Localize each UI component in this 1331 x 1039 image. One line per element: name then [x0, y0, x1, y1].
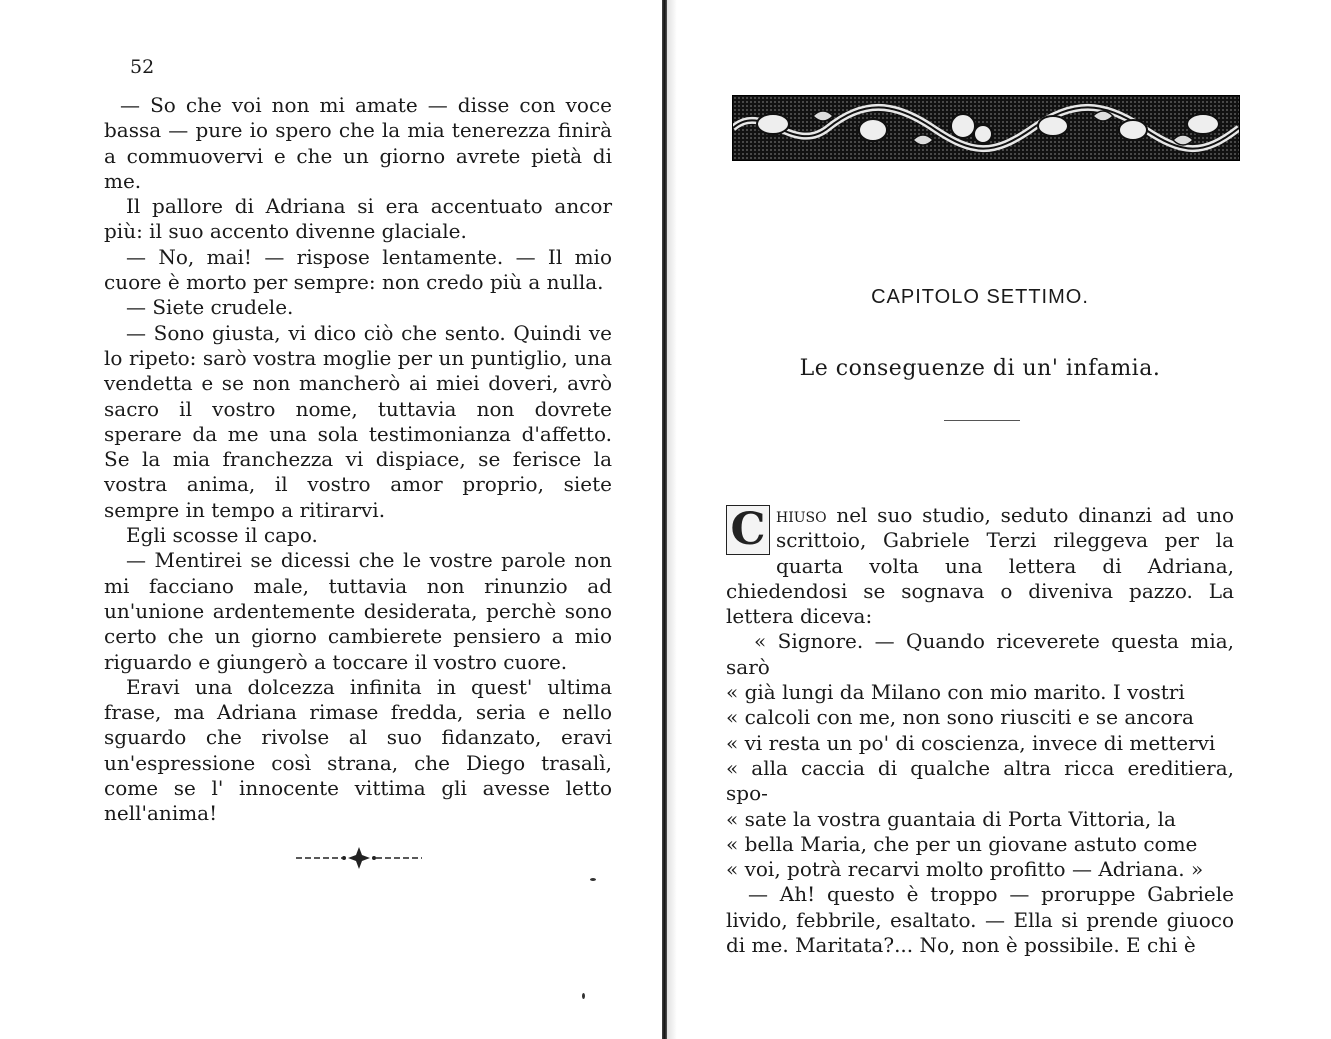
paragraph: Il pallore di Adriana si era accentuato ancor più: il suo accento divenne glaciale.	[104, 194, 612, 244]
paragraph: — No, mai! — rispose lentamente. — Il mio cuore è morto per sempre: non credo più a nulla.	[104, 244, 612, 295]
opening-paragraph	[726, 503, 1234, 629]
right-page-text	[726, 503, 1234, 958]
letter-line: « vi resta un po' di coscienza, invece di mettervi	[726, 730, 1216, 755]
paragraph: — Siete crudele.	[126, 295, 294, 320]
page-number: 52	[130, 56, 155, 78]
letter-line: « voi, potrà recarvi molto profitto — Adriana. »	[726, 857, 1204, 882]
chapter-header-ornament	[732, 95, 1240, 161]
letter-line: « Signore. — Quando riceverete questa mia, sarò	[726, 629, 1234, 679]
right-page	[726, 0, 1234, 1039]
letter-line: « bella Maria, che per un giovane astuto come	[726, 831, 1198, 856]
paragraph: — So che voi non mi amate — disse con voce bassa — pure io spero che la mia tenerezza finirà a commuovervi e che un giorno avrete pietà di me.	[104, 93, 612, 193]
left-page	[104, 0, 612, 1039]
spine-shadow	[667, 0, 677, 1039]
paragraph: — Ah! questo è troppo — proruppe Gabriele livido, febbrile, esaltato. — Ella si prende giuoco di me. Maritata?... No, non è possibile. E chi è	[726, 882, 1234, 958]
left-page-text	[104, 93, 612, 827]
paragraph: Eravi una dolcezza infinita in quest' ultima frase, ma Adriana rimase fredda, seria e nello sguardo che rivolse al suo fidanzato, eravi un'espressione così strana, che Diego trasalì, come se l' innocente vittima gli avesse letto nell'anima!	[104, 674, 612, 826]
print-speck	[590, 878, 596, 881]
opening-text: nel suo studio, seduto dinanzi ad uno scrittoio, Gabriele Terzi rileggeva per la quarta volta una lettera di Adriana, chiedendosi se sognava o diveniva pazzo. La lettera diceva:	[726, 503, 1234, 629]
chapter-subtitle: Le conseguenze di un' infamia.	[799, 356, 1161, 381]
print-speck	[582, 993, 585, 999]
chapter-title: CAPITOLO SETTIMO.	[871, 286, 1089, 308]
paragraph: — Mentirei se dicessi che le vostre parole non mi facciano male, tuttavia non rinunzio ad un'unione ardentemente desiderata, perchè sono certo che un giorno cambierete pensiero a mio riguardo e giungerò a toccare il vostro cuore.	[104, 548, 612, 674]
letter-line: « sate la vostra guantaia di Porta Vittoria, la	[726, 806, 1176, 831]
letter-line: « calcoli con me, non sono riusciti e se ancora	[726, 705, 1194, 730]
opening-smallcaps: hiuso	[776, 503, 827, 527]
paragraph: Egli scosse il capo.	[126, 523, 318, 548]
letter-line: « già lungi da Milano con mio marito. I vostri	[726, 680, 1185, 705]
paragraph: — Sono giusta, vi dico ciò che sento. Quindi ve lo ripeto: sarò vostra moglie per un puntiglio, una vendetta e se non mancherò ai miei doveri, avrò sacro il vostro nome, tuttavia non dovrete sperare da me una sola testimonianza d'affetto. Se la mia franchezza vi dispiace, se ferisce la vostra anima, il vostro amor proprio, siete sempre in tempo a ritirarvi.	[104, 320, 612, 522]
letter-line: « alla caccia di qualche altra ricca ereditiera, spo-	[726, 755, 1234, 806]
section-end-ornament	[294, 843, 424, 873]
title-rule	[944, 420, 1020, 421]
drop-cap: C	[726, 505, 770, 555]
